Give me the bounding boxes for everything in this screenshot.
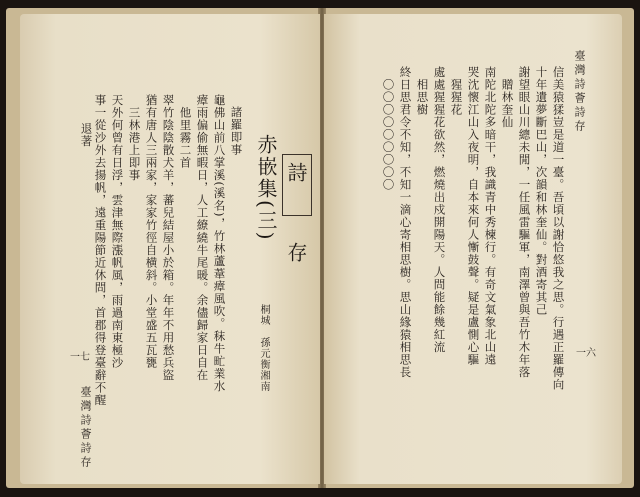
column-3: 瘴雨偏偷無暇日，人工繚繞牛尾暖。余儘歸家日自在 (195, 94, 210, 382)
column-1: 諸羅即事 (229, 106, 244, 156)
column-10: 退著 (79, 110, 94, 148)
column-6: 猶有唐人三兩家，家家竹徑自横斜。小堂盛五瓦甕 (144, 94, 159, 369)
column-r4: 贈林奎仙 (500, 66, 515, 129)
column-4: 他里霧二首 (178, 94, 193, 169)
right-page (324, 14, 622, 484)
right-page-number: 一六 (576, 348, 596, 359)
column-r5: 南陀北陀多暗干，我識青中秀楝行。有奇文氣象北山遠 (483, 66, 498, 366)
column-7: 三林港上即事 (127, 94, 142, 182)
column-r11: 〇〇〇〇〇〇〇〇〇 (381, 66, 396, 191)
column-r9: 相思樹 (415, 66, 430, 116)
column-r7: 猩猩花 (449, 66, 464, 116)
column-r6: 哭沈懷江山入夜明，自本來何人慚鼓聲。疑是盧惻心驅 (466, 66, 481, 366)
section-label-2: 存 (284, 242, 308, 264)
left-page (20, 14, 320, 484)
column-r8: 處處猩猩花欲然，燃燒出戍開陽天。人問能餘幾紅流 (432, 66, 447, 354)
column-2: 龜佛山前八掌溪(溪名)，竹林蘆葦瘴風吹。秣牛甿業水 (212, 94, 227, 393)
column-r10: 終日思君令不知，不知一滴心寄相思樹。思山緣猿相思長 (398, 66, 413, 379)
column-r3: 謝望眼山川總未閒，一任風雷驅軍，南澤曾與吾竹木年落 (517, 66, 532, 379)
column-8: 天外何曾有日浮，雲津無際漲帆風，雨過南東極沙 (110, 94, 125, 369)
column-r1: 信美猿猱豈是道一臺。吾頃以謝恰悠我之思。行遇正羅傳向 (551, 66, 566, 391)
collection-title: 赤嵌集(三) (254, 134, 278, 242)
left-running-head: 臺灣詩薈詩存 (79, 386, 92, 470)
left-page-number: 一七 (70, 352, 90, 363)
right-running-head: 臺灣詩薈詩存 (573, 50, 586, 134)
column-r2: 十年遺夢斷巴山，次韻和林奎仙。對酒寄其己 (534, 66, 549, 316)
column-9: 事一從沙外去揚帆，遠重陽節近休問，首郡得登臺辭不醒 (93, 94, 108, 407)
column-5: 翠竹陰陰散犬羊，蕃兒結屋小於箱。年年不用愁兵盜 (161, 94, 176, 382)
book-spread (6, 8, 634, 488)
section-label: 詩 (284, 162, 308, 184)
author-line: 桐城 孫元衡湘南 (258, 304, 269, 392)
